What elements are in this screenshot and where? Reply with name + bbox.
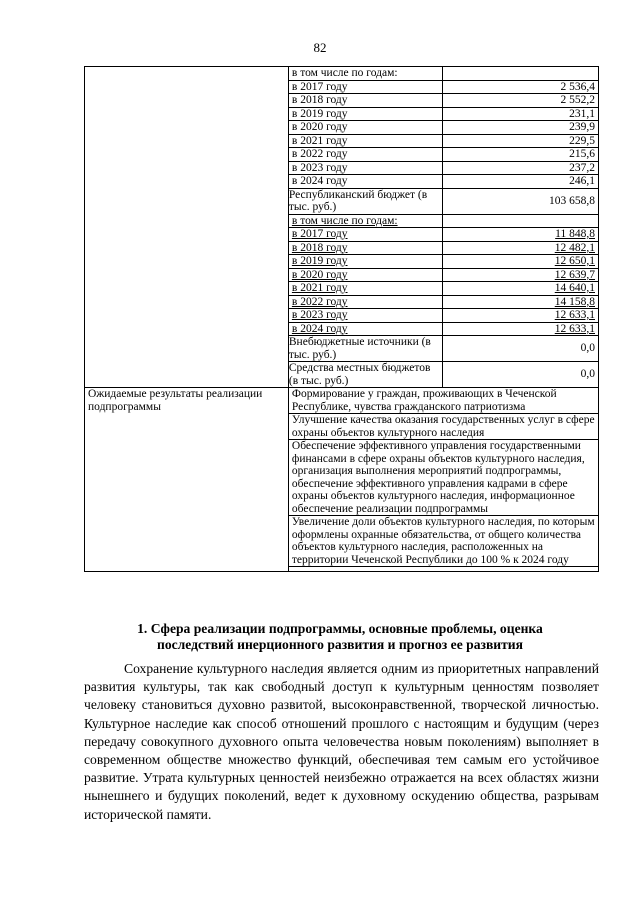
result-item: Увеличение доли объектов культурного наследия, по которым оформлены охранные обязательства, от общего количества объектов культурного наследия, расположенных на территории Чеченской Республики до 100 % к 2024 году xyxy=(288,516,598,567)
funding-label: в том числе по годам: xyxy=(288,214,442,228)
funding-value: 246,1 xyxy=(442,175,598,189)
funding-value: 12 482,1 xyxy=(442,241,598,255)
funding-label: в 2022 году xyxy=(288,148,442,162)
funding-value: 239,9 xyxy=(442,121,598,135)
results-label: Ожидаемые результаты реализации подпрограммы xyxy=(85,388,289,572)
result-item: Обеспечение эффективного управления государственными финансами в сфере охраны объектов культурного наследия, организация выполнения мероприятий подпрограммы, обеспечение эффективного управления кадрами в сфере охраны объектов культурного наследия, информационное обеспечение реализации подпрограммы xyxy=(288,440,598,516)
funding-label: в 2017 году xyxy=(288,228,442,242)
result-item: Формирование у граждан, проживающих в Чеченской Республике, чувства гражданского патриотизма xyxy=(288,388,598,414)
funding-label: в 2023 году xyxy=(288,309,442,323)
funding-label: в 2019 году xyxy=(288,107,442,121)
funding-label: в 2021 году xyxy=(288,134,442,148)
result-row xyxy=(85,388,599,414)
funding-label: Республиканский бюджет (в тыс. руб.) xyxy=(288,188,442,214)
funding-value: 11 848,8 xyxy=(442,228,598,242)
funding-label: в 2018 году xyxy=(288,241,442,255)
funding-label: Внебюджетные источники (в тыс. руб.) xyxy=(288,336,442,362)
funding-value: 2 552,2 xyxy=(442,94,598,108)
funding-value: 14 158,8 xyxy=(442,295,598,309)
results-section xyxy=(85,388,599,572)
section-heading: 1. Сфера реализации подпрограммы, основные проблемы, оценка последствий инерционного развития и прогноз ее развития xyxy=(137,621,543,652)
funding-value: 0,0 xyxy=(442,362,598,388)
funding-label: в 2022 году xyxy=(288,295,442,309)
first-funding-row xyxy=(85,67,599,81)
funding-value: 237,2 xyxy=(442,161,598,175)
result-item: Улучшение качества оказания государственных услуг в сфере охраны объектов культурного наследия xyxy=(288,414,598,440)
subprogram-passport-table xyxy=(84,66,599,572)
funding-label: в 2023 году xyxy=(288,161,442,175)
funding-label: в том числе по годам: xyxy=(288,67,442,81)
funding-label: в 2019 году xyxy=(288,255,442,269)
funding-value: 231,1 xyxy=(442,107,598,121)
funding-value: 12 633,1 xyxy=(442,322,598,336)
funding-label: в 2017 году xyxy=(288,80,442,94)
funding-value xyxy=(442,214,598,228)
funding-label: в 2020 году xyxy=(288,121,442,135)
funding-value xyxy=(442,67,598,81)
funding-value: 103 658,8 xyxy=(442,188,598,214)
funding-label: в 2024 году xyxy=(288,175,442,189)
section-paragraph: Сохранение культурного наследия является одним из приоритетных направлений развития культуры, так как свободный доступ к культурным ценностям позволяет человеку становиться духовно развитой, высоконравственной, творческой личностью. Культурное наследие как способ отношений прошлого с настоящим и будущим (через передачу совокупного духовного опыта человечества новым поколениям) выполняет в современном обществе множество функций, обеспечивая тем самым его устойчивое развитие. Утрата культурных ценностей неизбежно отражается на всех областях жизни нынешнего и будущих поколений, ведет к духовному оскудению общества, разрывам исторической памяти. xyxy=(84,661,599,822)
funding-value: 12 650,1 xyxy=(442,255,598,269)
funding-value: 215,6 xyxy=(442,148,598,162)
funding-label: в 2018 году xyxy=(288,94,442,108)
funding-label: в 2020 году xyxy=(288,268,442,282)
empty-label-cell xyxy=(85,67,289,388)
funding-value: 12 633,1 xyxy=(442,309,598,323)
funding-value: 0,0 xyxy=(442,336,598,362)
funding-value: 2 536,4 xyxy=(442,80,598,94)
funding-value: 12 639,7 xyxy=(442,268,598,282)
funding-value: 14 640,1 xyxy=(442,282,598,296)
funding-label: Средства местных бюджетов (в тыс. руб.) xyxy=(288,362,442,388)
funding-label: в 2021 году xyxy=(288,282,442,296)
page-number: 82 xyxy=(313,40,327,55)
funding-section xyxy=(85,67,599,388)
empty-cell xyxy=(288,567,598,572)
funding-value: 229,5 xyxy=(442,134,598,148)
funding-label: в 2024 году xyxy=(288,322,442,336)
